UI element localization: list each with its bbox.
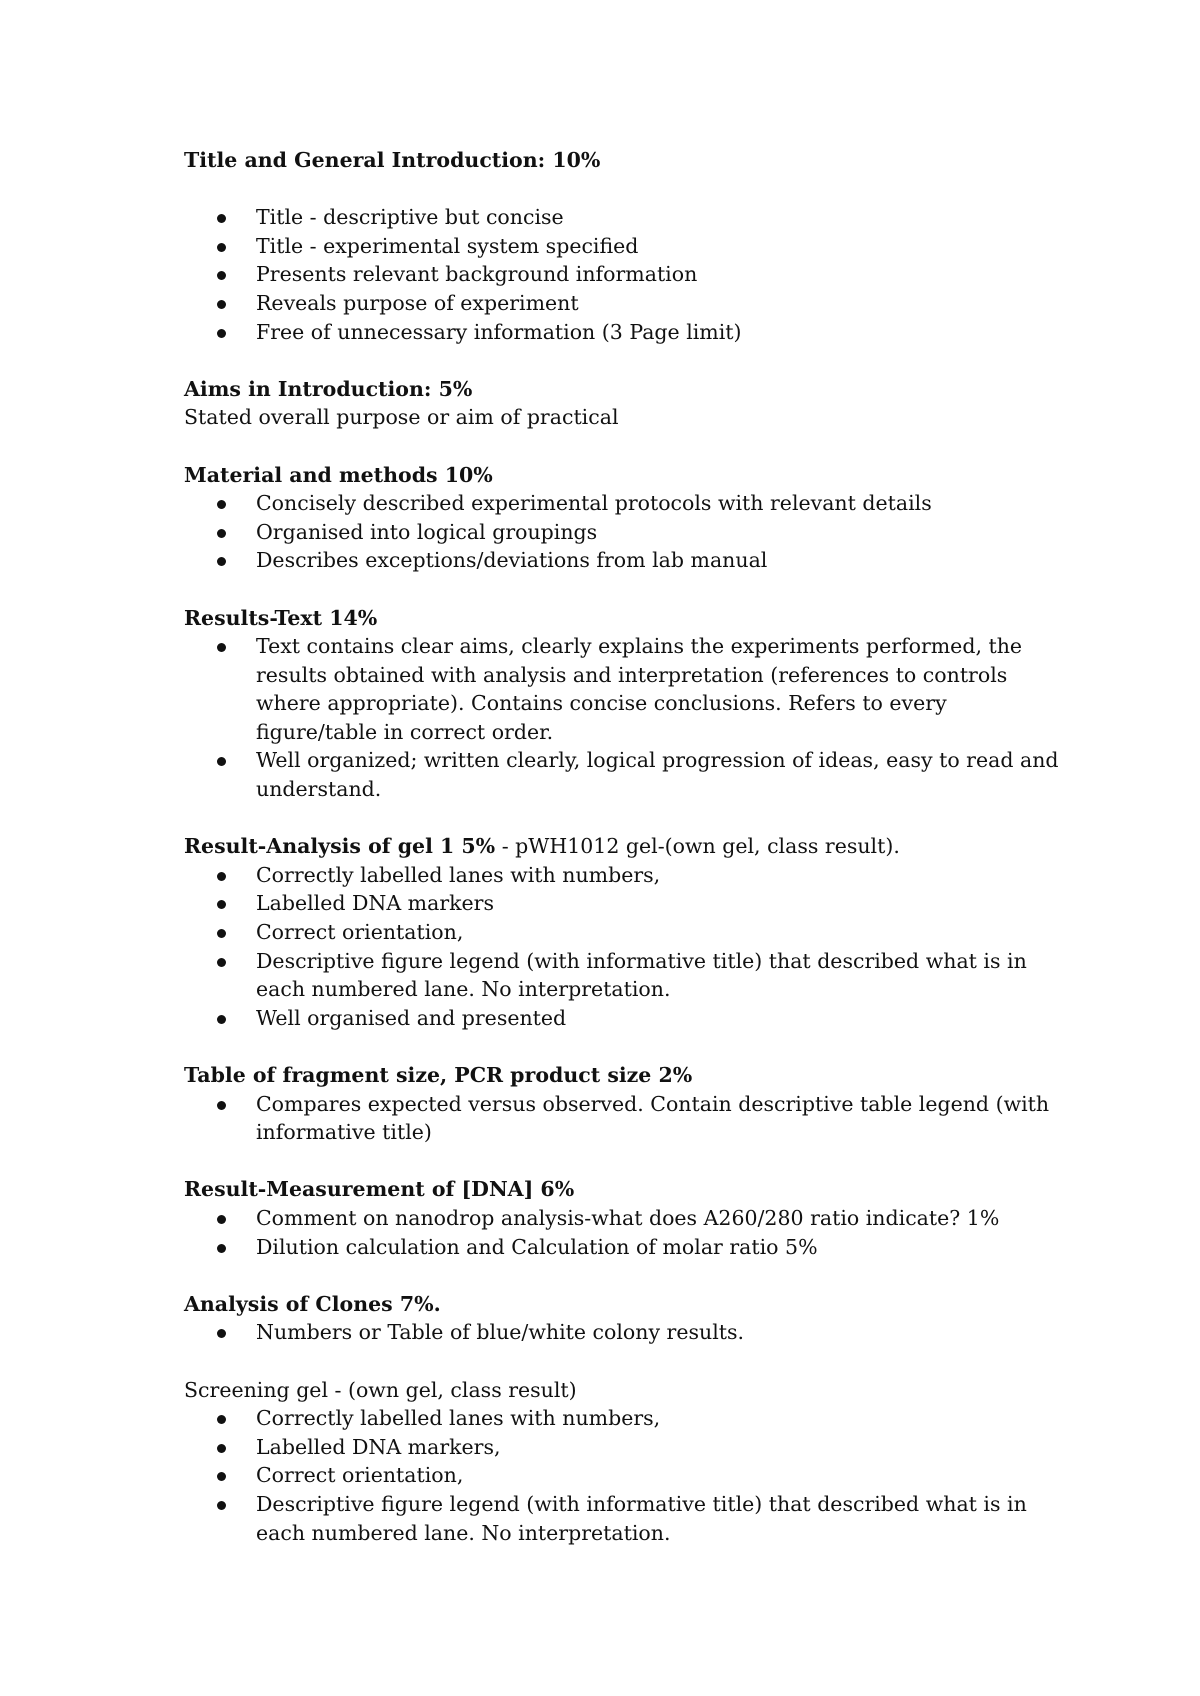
bullet-icon	[217, 300, 226, 309]
section-heading	[184, 1290, 1064, 1319]
section-heading	[184, 1376, 1064, 1405]
list-item: Descriptive figure legend (with informative title) that described what is in each numbered lane. No interpretation.	[184, 947, 1064, 1004]
bullet-icon	[217, 1472, 226, 1481]
list-item: Dilution calculation and Calculation of molar ratio 5%	[184, 1233, 1064, 1262]
document-page	[184, 146, 1064, 1547]
bullet-icon	[217, 872, 226, 881]
bullet-icon	[217, 243, 226, 252]
bullet-icon	[217, 214, 226, 223]
section-heading-bold: Material and methods 10%	[184, 462, 493, 487]
section-heading	[184, 146, 1064, 175]
bullet-icon	[217, 958, 226, 967]
section-heading-bold: Result-Measurement of [DNA] 6%	[184, 1177, 575, 1202]
section-heading-bold: Title and General Introduction: 10%	[184, 148, 601, 172]
list-item: Well organized; written clearly, logical progression of ideas, easy to read and understand.	[184, 746, 1064, 803]
list-item: Reveals purpose of experiment	[184, 289, 1064, 318]
list-item: Describes exceptions/deviations from lab manual	[184, 546, 1064, 575]
bullet-icon	[217, 1444, 226, 1453]
list-item: Comment on nanodrop analysis-what does A260/280 ratio indicate? 1%	[184, 1204, 1064, 1233]
bullet-icon	[217, 329, 226, 338]
bullet-icon	[217, 557, 226, 566]
list-item: Correctly labelled lanes with numbers,	[184, 861, 1064, 890]
bullet-icon	[217, 1015, 226, 1024]
bullet-list	[184, 1404, 1064, 1547]
bullet-icon	[217, 1329, 226, 1338]
bullet-icon	[217, 757, 226, 766]
section-heading	[184, 832, 1064, 861]
section-gel-analysis	[184, 832, 1064, 1032]
section-title-introduction	[184, 146, 1064, 346]
bullet-list	[184, 203, 1064, 346]
bullet-icon	[217, 1244, 226, 1253]
section-dna-measurement	[184, 1175, 1064, 1261]
bullet-list	[184, 632, 1064, 804]
list-item: Numbers or Table of blue/white colony results.	[184, 1318, 1064, 1347]
bullet-icon	[217, 500, 226, 509]
list-item: Correct orientation,	[184, 1461, 1064, 1490]
bullet-icon	[217, 271, 226, 280]
bullet-icon	[217, 929, 226, 938]
list-item: Concisely described experimental protocols with relevant details	[184, 489, 1064, 518]
section-heading	[184, 461, 1064, 490]
bullet-list	[184, 1090, 1064, 1147]
list-item: Labelled DNA markers	[184, 889, 1064, 918]
list-item: Well organised and presented	[184, 1004, 1064, 1033]
bullet-icon	[217, 1101, 226, 1110]
section-results-text	[184, 604, 1064, 804]
bullet-icon	[217, 529, 226, 538]
bullet-list	[184, 1204, 1064, 1261]
bullet-icon	[217, 1415, 226, 1424]
bullet-list	[184, 861, 1064, 1033]
bullet-icon	[217, 643, 226, 652]
section-heading-rest: - pWH1012 gel-(own gel, class result).	[495, 834, 900, 859]
list-item: Descriptive figure legend (with informative title) that described what is in each numbered lane. No interpretation.	[184, 1490, 1064, 1547]
section-heading	[184, 375, 1064, 404]
bullet-list	[184, 489, 1064, 575]
list-item: Correct orientation,	[184, 918, 1064, 947]
section-aims	[184, 375, 1064, 432]
bullet-icon	[217, 1501, 226, 1510]
list-item: Title - experimental system specified	[184, 232, 1064, 261]
section-heading-rest: Screening gel - (own gel, class result)	[184, 1377, 577, 1402]
section-heading-bold: Analysis of Clones 7%.	[184, 1291, 441, 1316]
list-item: Organised into logical groupings	[184, 518, 1064, 547]
section-heading-bold: Results-Text 14%	[184, 605, 378, 630]
list-item: Compares expected versus observed. Contain descriptive table legend (with informative title)	[184, 1090, 1064, 1147]
section-heading	[184, 1175, 1064, 1204]
section-heading-bold: Result-Analysis of gel 1 5%	[184, 834, 496, 859]
section-heading-bold: Table of fragment size, PCR product size 2%	[184, 1063, 693, 1087]
list-item: Correctly labelled lanes with numbers,	[184, 1404, 1064, 1433]
section-fragment-table	[184, 1061, 1064, 1147]
section-screening-gel	[184, 1376, 1064, 1548]
section-clones	[184, 1290, 1064, 1347]
bullet-list	[184, 1318, 1064, 1347]
section-methods	[184, 461, 1064, 575]
bullet-icon	[217, 900, 226, 909]
section-heading	[184, 604, 1064, 633]
list-item: Presents relevant background information	[184, 260, 1064, 289]
section-text: Stated overall purpose or aim of practical	[184, 405, 619, 430]
list-item: Free of unnecessary information (3 Page limit)	[184, 318, 1064, 347]
section-heading-bold: Aims in Introduction: 5%	[184, 376, 473, 401]
list-item: Text contains clear aims, clearly explains the experiments performed, the results obtained with analysis and interpretation (references to controls where appropriate). Contains concise conclusions. Refers to every figure/table in correct order.	[184, 632, 1064, 746]
section-heading	[184, 1061, 1064, 1090]
bullet-icon	[217, 1215, 226, 1224]
list-item: Title - descriptive but concise	[184, 203, 1064, 232]
list-item: Labelled DNA markers,	[184, 1433, 1064, 1462]
